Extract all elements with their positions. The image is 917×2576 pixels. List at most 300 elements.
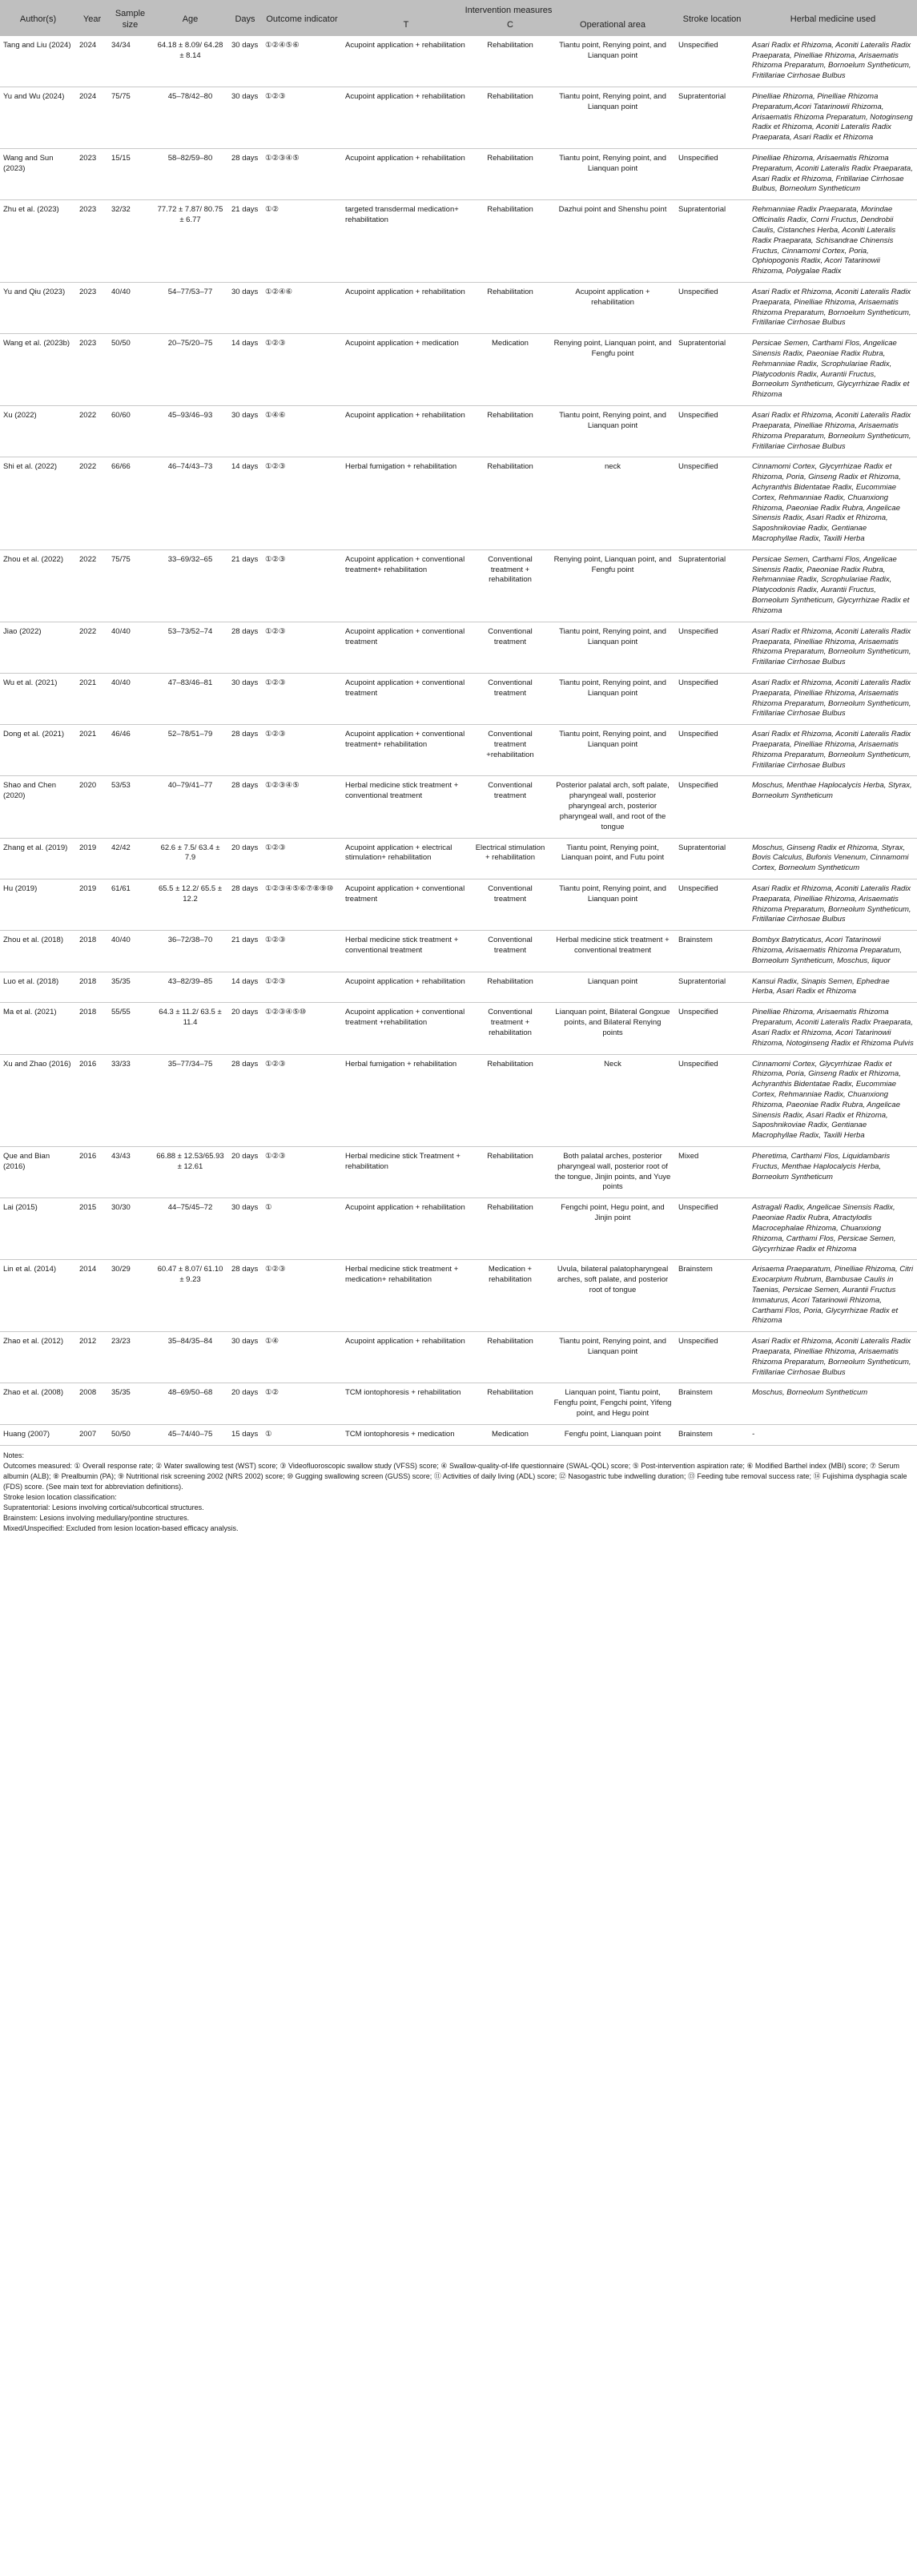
- table-row: [0, 406, 917, 457]
- cell-sample-size: 75/75: [108, 549, 152, 622]
- cell-age: 35–84/35–84: [152, 1332, 228, 1383]
- cell-control: Conventional treatment + rehabilitation: [470, 549, 550, 622]
- cell-treatment: Acupoint application + conventional treatment: [342, 673, 470, 724]
- table-notes: [0, 1446, 917, 1534]
- table-row: [0, 200, 917, 283]
- cell-outcome: ①②③: [262, 1054, 342, 1147]
- cell-sample-size: 35/35: [108, 972, 152, 1003]
- header-author: Author(s): [0, 0, 76, 36]
- cell-year: 2016: [76, 1147, 108, 1198]
- cell-operational-area: Fengchi point, Hegu point, and Jinjin point: [550, 1198, 675, 1260]
- cell-treatment: Acupoint application + medication: [342, 334, 470, 406]
- cell-outcome: ①②③: [262, 334, 342, 406]
- table-row: [0, 1147, 917, 1198]
- cell-days: 28 days: [228, 1054, 262, 1147]
- cell-author: Ma et al. (2021): [0, 1003, 76, 1054]
- cell-stroke-location: Brainstem: [675, 1383, 749, 1424]
- cell-operational-area: Tiantu point, Renying point, and Lianquan point: [550, 673, 675, 724]
- cell-operational-area: Tiantu point, Renying point, and Lianquan point: [550, 1332, 675, 1383]
- cell-age: 58–82/59–80: [152, 149, 228, 200]
- cell-treatment: Acupoint application + rehabilitation: [342, 972, 470, 1003]
- cell-stroke-location: Unspecified: [675, 776, 749, 838]
- cell-outcome: ①②④⑥: [262, 282, 342, 333]
- cell-sample-size: 40/40: [108, 673, 152, 724]
- cell-herbal-medicine: Moschus, Ginseng Radix et Rhizoma, Styrax, Bovis Calculus, Bufonis Venenum, Cinnamomi Cortex, Borneolum Syntheticum: [749, 838, 917, 879]
- header-herbal-medicine: Herbal medicine used: [749, 0, 917, 36]
- cell-year: 2016: [76, 1054, 108, 1147]
- cell-days: 14 days: [228, 334, 262, 406]
- cell-control: Conventional treatment: [470, 776, 550, 838]
- cell-operational-area: Tiantu point, Renying point, and Lianquan point: [550, 149, 675, 200]
- cell-outcome: ①②③: [262, 673, 342, 724]
- cell-age: 33–69/32–65: [152, 549, 228, 622]
- cell-year: 2024: [76, 36, 108, 87]
- cell-outcome: ①②③④⑤: [262, 149, 342, 200]
- table-row: [0, 838, 917, 879]
- note-line: Outcomes measured: ① Overall response rate; ② Water swallowing test (WST) score; ③ Videofluoroscopic swallow study (VFSS) score; ④ Swallow-quality-of-life questionnaire (SWAL-QOL) score; ⑤ Post-intervention aspiration rate; ⑥ Modified Barthel index (MBI) score; ⑦ Serum albumin (ALB); ⑧ Prealbumin (PA); ⑨ Nutritional risk screening 2002 (NRS 2002) score; ⑩ Gugging swallowing screen (GUSS) score; ⑪ Activities of daily living (ADL) score; ⑫ Nasogastric tube indwelling duration; ⑬ Feeding tube removal success rate; ⑭ Fujishima dysphagia scale (FDS) score. (See main text for abbreviation definitions).: [3, 1461, 907, 1491]
- cell-outcome: ①②③: [262, 549, 342, 622]
- cell-operational-area: Lianquan point: [550, 972, 675, 1003]
- cell-stroke-location: Supratentorial: [675, 972, 749, 1003]
- cell-control: Conventional treatment +rehabilitation: [470, 725, 550, 776]
- cell-year: 2022: [76, 549, 108, 622]
- cell-year: 2018: [76, 1003, 108, 1054]
- cell-days: 30 days: [228, 87, 262, 148]
- header-intervention-measures: Intervention measures: [342, 0, 675, 18]
- cell-days: 21 days: [228, 200, 262, 283]
- cell-stroke-location: Unspecified: [675, 149, 749, 200]
- cell-outcome: ①④: [262, 1332, 342, 1383]
- cell-stroke-location: Unspecified: [675, 406, 749, 457]
- cell-stroke-location: Unspecified: [675, 1054, 749, 1147]
- table-row: [0, 549, 917, 622]
- cell-herbal-medicine: Cinnamomi Cortex, Glycyrrhizae Radix et Rhizoma, Poria, Ginseng Radix et Rhizoma, Achyranthis Bidentatae Radix, Eucommiae Cortex, Rehmanniae Radix, Chuanxiong Rhizoma, Paeoniae Radix Rubra, Angelicae Sinensis Radix, Asari Radix et Rhizoma, Saposhnikoviae Radix, Gentianae Macrophyllae Radix, Taxilli Herba: [749, 457, 917, 550]
- table-row: [0, 457, 917, 550]
- cell-sample-size: 50/50: [108, 334, 152, 406]
- cell-control: Rehabilitation: [470, 200, 550, 283]
- cell-operational-area: Both palatal arches, posterior pharyngeal wall, posterior root of the tongue, Jinjin points, and Yuye points: [550, 1147, 675, 1198]
- table-row: [0, 1260, 917, 1332]
- cell-author: Lai (2015): [0, 1198, 76, 1260]
- cell-stroke-location: Mixed: [675, 1147, 749, 1198]
- cell-sample-size: 42/42: [108, 838, 152, 879]
- cell-days: 28 days: [228, 1260, 262, 1332]
- cell-treatment: Herbal medicine stick treatment + conventional treatment: [342, 776, 470, 838]
- cell-stroke-location: Unspecified: [675, 36, 749, 87]
- cell-operational-area: Fengfu point, Lianquan point: [550, 1424, 675, 1445]
- cell-days: 20 days: [228, 838, 262, 879]
- cell-stroke-location: Unspecified: [675, 879, 749, 930]
- cell-days: 21 days: [228, 931, 262, 972]
- cell-outcome: ①②③: [262, 838, 342, 879]
- cell-days: 15 days: [228, 1424, 262, 1445]
- cell-sample-size: 30/30: [108, 1198, 152, 1260]
- cell-stroke-location: Supratentorial: [675, 838, 749, 879]
- cell-herbal-medicine: Asari Radix et Rhizoma, Aconiti Lateralis Radix Praeparata, Pinelliae Rhizoma, Arisaematis Rhizoma Preparatum, Bornoelum Syntheticum, Fritillariae Cirrhosae Bulbus: [749, 36, 917, 87]
- cell-days: 28 days: [228, 879, 262, 930]
- cell-stroke-location: Supratentorial: [675, 200, 749, 283]
- cell-outcome: ①②③④⑤: [262, 776, 342, 838]
- cell-control: Rehabilitation: [470, 1332, 550, 1383]
- cell-herbal-medicine: Pinelliae Rhizoma, Arisaematis Rhizoma Preparatum, Aconiti Lateralis Radix Praeparata, Asari Radix et Rhizoma, Fritillariae Cirrhosae Bulbus, Borneolum Syntheticum: [749, 149, 917, 200]
- cell-days: 28 days: [228, 776, 262, 838]
- cell-herbal-medicine: Pinelliae Rhizoma, Arisaematis Rhizoma Preparatum, Aconiti Lateralis Radix Praeparata, Asari Radix et Rhizoma, Acori Tatarinowii Rhizoma, Notoginseng Radix et Rhizoma Pulvis: [749, 1003, 917, 1054]
- cell-author: Xu (2022): [0, 406, 76, 457]
- cell-age: 45–93/46–93: [152, 406, 228, 457]
- cell-sample-size: 40/40: [108, 931, 152, 972]
- table-row: [0, 776, 917, 838]
- cell-age: 62.6 ± 7.5/ 63.4 ± 7.9: [152, 838, 228, 879]
- header-outcome-indicator: Outcome indicator: [262, 0, 342, 36]
- cell-control: Rehabilitation: [470, 1054, 550, 1147]
- cell-outcome: ①②③: [262, 931, 342, 972]
- cell-control: Rehabilitation: [470, 457, 550, 550]
- cell-stroke-location: Unspecified: [675, 1332, 749, 1383]
- cell-herbal-medicine: Pheretima, Carthami Flos, Liquidambaris Fructus, Menthae Haplocalycis Herba, Borneolum Syntheticum: [749, 1147, 917, 1198]
- cell-author: Zhou et al. (2022): [0, 549, 76, 622]
- cell-days: 30 days: [228, 1332, 262, 1383]
- cell-age: 54–77/53–77: [152, 282, 228, 333]
- cell-control: Conventional treatment: [470, 673, 550, 724]
- cell-treatment: Acupoint application + rehabilitation: [342, 87, 470, 148]
- table-row: [0, 149, 917, 200]
- cell-treatment: Acupoint application + rehabilitation: [342, 149, 470, 200]
- cell-herbal-medicine: Bombyx Batryticatus, Acori Tatarinowii Rhizoma, Arisaematis Rhizoma Preparatum, Borneolum Syntheticum, Moschus, liquor: [749, 931, 917, 972]
- cell-author: Huang (2007): [0, 1424, 76, 1445]
- cell-author: Lin et al. (2014): [0, 1260, 76, 1332]
- cell-herbal-medicine: Asari Radix et Rhizoma, Aconiti Lateralis Radix Praeparata, Pinelliae Rhizoma, Arisaematis Rhizoma Preparatum, Borneolum Syntheticum, Fritillariae Cirrhosae Bulbus: [749, 622, 917, 673]
- cell-year: 2021: [76, 673, 108, 724]
- cell-stroke-location: Unspecified: [675, 1198, 749, 1260]
- cell-control: Electrical stimulation + rehabilitation: [470, 838, 550, 879]
- cell-operational-area: Renying point, Lianquan point, and Fengfu point: [550, 549, 675, 622]
- cell-treatment: Acupoint application + rehabilitation: [342, 406, 470, 457]
- cell-control: Rehabilitation: [470, 1147, 550, 1198]
- cell-control: Rehabilitation: [470, 282, 550, 333]
- cell-days: 20 days: [228, 1147, 262, 1198]
- cell-control: Rehabilitation: [470, 1198, 550, 1260]
- cell-stroke-location: Brainstem: [675, 1260, 749, 1332]
- cell-herbal-medicine: Asari Radix et Rhizoma, Aconiti Lateralis Radix Praeparata, Pinelliae Rhizoma, Arisaematis Rhizoma Preparatum, Borneolum Syntheticum, Fritillariae Cirrhosae Bulbus: [749, 406, 917, 457]
- cell-control: Rehabilitation: [470, 406, 550, 457]
- cell-days: 20 days: [228, 1003, 262, 1054]
- cell-control: Rehabilitation: [470, 1383, 550, 1424]
- table-row: [0, 931, 917, 972]
- cell-stroke-location: Brainstem: [675, 1424, 749, 1445]
- cell-stroke-location: Unspecified: [675, 282, 749, 333]
- cell-author: Wang and Sun (2023): [0, 149, 76, 200]
- cell-age: 53–73/52–74: [152, 622, 228, 673]
- cell-stroke-location: Supratentorial: [675, 87, 749, 148]
- cell-control: Medication + rehabilitation: [470, 1260, 550, 1332]
- cell-herbal-medicine: Rehmanniae Radix Praeparata, Morindae Officinalis Radix, Corni Fructus, Dendrobii Caulis, Cistanches Herba, Aconiti Lateralis Radix Praeparata, Schisandrae Chinensis Fructus, Cinnamomi Cortex, Poria, Ophiopogonis Radix, Acori Tatarinowii Rhizoma, Polygalae Radix: [749, 200, 917, 283]
- cell-days: 28 days: [228, 149, 262, 200]
- cell-herbal-medicine: Asari Radix et Rhizoma, Aconiti Lateralis Radix Praeparata, Pinelliae Rhizoma, Arisaematis Rhizoma Preparatum, Borneolum Syntheticum, Fritillariae Cirrhosae Bulbus: [749, 673, 917, 724]
- table-row: [0, 87, 917, 148]
- cell-year: 2023: [76, 149, 108, 200]
- cell-outcome: ①②③: [262, 1147, 342, 1198]
- cell-operational-area: Renying point, Lianquan point, and Fengfu point: [550, 334, 675, 406]
- table-row: [0, 622, 917, 673]
- cell-author: Zhou et al. (2018): [0, 931, 76, 972]
- cell-author: Hu (2019): [0, 879, 76, 930]
- note-line: Stroke lesion location classification:: [3, 1492, 117, 1501]
- cell-outcome: ①②: [262, 1383, 342, 1424]
- cell-herbal-medicine: Asari Radix et Rhizoma, Aconiti Lateralis Radix Praeparata, Pinelliae Rhizoma, Arisaematis Rhizoma Preparatum, Borneolum Syntheticum, Fritillariae Cirrhosae Bulbus: [749, 1332, 917, 1383]
- cell-operational-area: Tiantu point, Renying point, Lianquan point, and Futu point: [550, 838, 675, 879]
- cell-sample-size: 40/40: [108, 282, 152, 333]
- cell-control: Rehabilitation: [470, 36, 550, 87]
- cell-age: 43–82/39–85: [152, 972, 228, 1003]
- cell-operational-area: Tiantu point, Renying point, and Lianquan point: [550, 87, 675, 148]
- cell-days: 21 days: [228, 549, 262, 622]
- cell-age: 45–78/42–80: [152, 87, 228, 148]
- cell-herbal-medicine: Kansui Radix, Sinapis Semen, Ephedrae Herba, Asari Radix et Rhizoma: [749, 972, 917, 1003]
- cell-herbal-medicine: Arisaema Praeparatum, Pinelliae Rhizoma, Citri Exocarpium Rubrum, Bambusae Caulis in Taenias, Persicae Semen, Aurantii Fructus Immaturus, Acori Tatarinowii Rhizoma, Carthami Flos, Poria, Glycyrrhizae Radix et Rhizoma: [749, 1260, 917, 1332]
- cell-days: 30 days: [228, 282, 262, 333]
- cell-age: 35–77/34–75: [152, 1054, 228, 1147]
- cell-operational-area: Acupoint application + rehabilitation: [550, 282, 675, 333]
- cell-age: 64.18 ± 8.09/ 64.28 ± 8.14: [152, 36, 228, 87]
- cell-herbal-medicine: Persicae Semen, Carthami Flos, Angelicae Sinensis Radix, Paeoniae Radix Rubra, Rehmanniae Radix, Scrophulariae Radix, Platycodonis Radix, Aurantii Fructus, Borneolum Syntheticum, Glycyrrhizae Radix et Rhizoma: [749, 549, 917, 622]
- cell-year: 2023: [76, 200, 108, 283]
- cell-author: Zhang et al. (2019): [0, 838, 76, 879]
- cell-days: 30 days: [228, 406, 262, 457]
- table-row: [0, 972, 917, 1003]
- table-row: [0, 725, 917, 776]
- cell-days: 14 days: [228, 457, 262, 550]
- cell-age: 40–79/41–77: [152, 776, 228, 838]
- cell-year: 2015: [76, 1198, 108, 1260]
- header-sample-size: Sample size: [108, 0, 152, 36]
- cell-control: Conventional treatment: [470, 622, 550, 673]
- cell-author: Yu and Wu (2024): [0, 87, 76, 148]
- cell-age: 77.72 ± 7.87/ 80.75 ± 6.77: [152, 200, 228, 283]
- cell-year: 2019: [76, 838, 108, 879]
- table-row: [0, 879, 917, 930]
- cell-days: 28 days: [228, 622, 262, 673]
- cell-age: 44–75/45–72: [152, 1198, 228, 1260]
- cell-treatment: TCM iontophoresis + rehabilitation: [342, 1383, 470, 1424]
- table-row: [0, 36, 917, 87]
- header-age: Age: [152, 0, 228, 36]
- cell-herbal-medicine: -: [749, 1424, 917, 1445]
- cell-age: 36–72/38–70: [152, 931, 228, 972]
- cell-treatment: Herbal fumigation + rehabilitation: [342, 457, 470, 550]
- cell-days: 20 days: [228, 1383, 262, 1424]
- header-year: Year: [76, 0, 108, 36]
- cell-operational-area: Neck: [550, 1054, 675, 1147]
- cell-outcome: ①②③④⑤⑥⑦⑧⑨⑩: [262, 879, 342, 930]
- cell-sample-size: 46/46: [108, 725, 152, 776]
- cell-author: Shi et al. (2022): [0, 457, 76, 550]
- cell-year: 2019: [76, 879, 108, 930]
- header-stroke-location: Stroke location: [675, 0, 749, 36]
- table-row: [0, 1332, 917, 1383]
- cell-author: Dong et al. (2021): [0, 725, 76, 776]
- cell-outcome: ①②③: [262, 622, 342, 673]
- cell-days: 30 days: [228, 673, 262, 724]
- cell-year: 2023: [76, 334, 108, 406]
- cell-treatment: Acupoint application + conventional treatment +rehabilitation: [342, 1003, 470, 1054]
- cell-stroke-location: Supratentorial: [675, 334, 749, 406]
- header-days: Days: [228, 0, 262, 36]
- cell-herbal-medicine: Cinnamomi Cortex, Glycyrrhizae Radix et Rhizoma, Poria, Ginseng Radix et Rhizoma, Achyranthis Bidentatae Radix, Eucommiae Cortex, Rehmanniae Radix, Chuanxiong Rhizoma, Paeoniae Radix Rubra, Angelicae Sinensis Radix, Asari Radix et Rhizoma, Saposhnikoviae Radix, Gentianae Macrophyllae Radix, Taxilli Herba: [749, 1054, 917, 1147]
- cell-stroke-location: Unspecified: [675, 725, 749, 776]
- cell-treatment: Acupoint application + rehabilitation: [342, 1198, 470, 1260]
- cell-outcome: ①②③: [262, 1260, 342, 1332]
- cell-herbal-medicine: Pinelliae Rhizoma, Pinelliae Rhizoma Preparatum,Acori Tatarinowii Rhizoma, Arisaematis Rhizoma Preparatum, Notoginseng Radix et Rhizoma, Aconiti Lateralis Radix Praeparata, Asari Radix et Rhizoma: [749, 87, 917, 148]
- cell-stroke-location: Unspecified: [675, 457, 749, 550]
- cell-days: 30 days: [228, 36, 262, 87]
- cell-sample-size: 15/15: [108, 149, 152, 200]
- cell-treatment: Acupoint application + rehabilitation: [342, 282, 470, 333]
- cell-operational-area: Herbal medicine stick treatment + conventional treatment: [550, 931, 675, 972]
- cell-outcome: ①②③: [262, 725, 342, 776]
- cell-year: 2018: [76, 972, 108, 1003]
- cell-author: Zhao et al. (2008): [0, 1383, 76, 1424]
- header-treatment-group: T: [342, 18, 470, 36]
- cell-treatment: Acupoint application + conventional treatment+ rehabilitation: [342, 725, 470, 776]
- table-row: [0, 673, 917, 724]
- cell-control: Medication: [470, 1424, 550, 1445]
- cell-outcome: ①②: [262, 200, 342, 283]
- note-line: Brainstem: Lesions involving medullary/pontine structures.: [3, 1513, 190, 1522]
- cell-stroke-location: Supratentorial: [675, 549, 749, 622]
- cell-treatment: Herbal fumigation + rehabilitation: [342, 1054, 470, 1147]
- cell-outcome: ①②③: [262, 87, 342, 148]
- cell-author: Tang and Liu (2024): [0, 36, 76, 87]
- cell-age: 48–69/50–68: [152, 1383, 228, 1424]
- cell-operational-area: Tiantu point, Renying point, and Lianquan point: [550, 879, 675, 930]
- cell-operational-area: Tiantu point, Renying point, and Lianquan point: [550, 622, 675, 673]
- cell-stroke-location: Brainstem: [675, 931, 749, 972]
- cell-herbal-medicine: Asari Radix et Rhizoma, Aconiti Lateralis Radix Praeparata, Pinelliae Rhizoma, Arisaematis Rhizoma Preparatum, Borneolum Syntheticum, Fritillariae Cirrhosae Bulbus: [749, 725, 917, 776]
- cell-treatment: Acupoint application + electrical stimulation+ rehabilitation: [342, 838, 470, 879]
- cell-sample-size: 75/75: [108, 87, 152, 148]
- cell-sample-size: 60/60: [108, 406, 152, 457]
- cell-sample-size: 61/61: [108, 879, 152, 930]
- cell-outcome: ①④⑥: [262, 406, 342, 457]
- cell-age: 47–83/46–81: [152, 673, 228, 724]
- table-row: [0, 1003, 917, 1054]
- cell-operational-area: Dazhui point and Shenshu point: [550, 200, 675, 283]
- cell-outcome: ①: [262, 1424, 342, 1445]
- cell-year: 2023: [76, 282, 108, 333]
- cell-sample-size: 23/23: [108, 1332, 152, 1383]
- cell-control: Rehabilitation: [470, 149, 550, 200]
- cell-operational-area: neck: [550, 457, 675, 550]
- cell-outcome: ①②③: [262, 972, 342, 1003]
- cell-stroke-location: Unspecified: [675, 622, 749, 673]
- cell-author: Xu and Zhao (2016): [0, 1054, 76, 1147]
- cell-author: Zhao et al. (2012): [0, 1332, 76, 1383]
- cell-age: 64.3 ± 11.2/ 63.5 ± 11.4: [152, 1003, 228, 1054]
- cell-treatment: Acupoint application + rehabilitation: [342, 36, 470, 87]
- cell-control: Conventional treatment + rehabilitation: [470, 1003, 550, 1054]
- cell-author: Wu et al. (2021): [0, 673, 76, 724]
- cell-sample-size: 34/34: [108, 36, 152, 87]
- cell-treatment: TCM iontophoresis + medication: [342, 1424, 470, 1445]
- cell-sample-size: 55/55: [108, 1003, 152, 1054]
- table-row: [0, 1383, 917, 1424]
- cell-age: 46–74/43–73: [152, 457, 228, 550]
- cell-treatment: Acupoint application + conventional treatment+ rehabilitation: [342, 549, 470, 622]
- cell-age: 66.88 ± 12.53/65.93 ± 12.61: [152, 1147, 228, 1198]
- cell-sample-size: 50/50: [108, 1424, 152, 1445]
- cell-year: 2020: [76, 776, 108, 838]
- cell-sample-size: 33/33: [108, 1054, 152, 1147]
- cell-operational-area: Tiantu point, Renying point, and Lianquan point: [550, 36, 675, 87]
- cell-year: 2024: [76, 87, 108, 148]
- table-row: [0, 282, 917, 333]
- cell-control: Medication: [470, 334, 550, 406]
- table-row: [0, 1198, 917, 1260]
- cell-age: 60.47 ± 8.07/ 61.10 ± 9.23: [152, 1260, 228, 1332]
- table-row: [0, 334, 917, 406]
- cell-control: Conventional treatment: [470, 931, 550, 972]
- cell-year: 2008: [76, 1383, 108, 1424]
- cell-sample-size: 66/66: [108, 457, 152, 550]
- cell-age: 52–78/51–79: [152, 725, 228, 776]
- cell-sample-size: 32/32: [108, 200, 152, 283]
- cell-outcome: ①: [262, 1198, 342, 1260]
- cell-author: Zhu et al. (2023): [0, 200, 76, 283]
- cell-author: Yu and Qiu (2023): [0, 282, 76, 333]
- cell-year: 2018: [76, 931, 108, 972]
- table-row: [0, 1054, 917, 1147]
- note-line: Mixed/Unspecified: Excluded from lesion location-based efficacy analysis.: [3, 1524, 239, 1533]
- cell-year: 2021: [76, 725, 108, 776]
- cell-operational-area: Lianquan point, Bilateral Gongxue points, and Bilateral Renying points: [550, 1003, 675, 1054]
- cell-days: 30 days: [228, 1198, 262, 1260]
- cell-operational-area: Lianquan point, Tiantu point, Fengfu point, Fengchi point, Yifeng point, and Hegu point: [550, 1383, 675, 1424]
- cell-year: 2022: [76, 406, 108, 457]
- cell-treatment: Herbal medicine stick Treatment + rehabilitation: [342, 1147, 470, 1198]
- cell-year: 2007: [76, 1424, 108, 1445]
- cell-days: 28 days: [228, 725, 262, 776]
- cell-treatment: Acupoint application + rehabilitation: [342, 1332, 470, 1383]
- cell-author: Shao and Chen (2020): [0, 776, 76, 838]
- cell-treatment: Herbal medicine stick treatment + medication+ rehabilitation: [342, 1260, 470, 1332]
- cell-herbal-medicine: Asari Radix et Rhizoma, Aconiti Lateralis Radix Praeparata, Pinelliae Rhizoma, Arisaematis Rhizoma Preparatum, Bornoelum Syntheticum, Fritillariae Cirrhosae Bulbus: [749, 282, 917, 333]
- cell-treatment: targeted transdermal medication+ rehabilitation: [342, 200, 470, 283]
- cell-age: 65.5 ± 12.2/ 65.5 ± 12.2: [152, 879, 228, 930]
- cell-operational-area: Tiantu point, Renying point, and Lianquan point: [550, 725, 675, 776]
- cell-sample-size: 35/35: [108, 1383, 152, 1424]
- cell-control: Rehabilitation: [470, 972, 550, 1003]
- cell-operational-area: Uvula, bilateral palatopharyngeal arches, soft palate, and posterior root of tongue: [550, 1260, 675, 1332]
- cell-sample-size: 53/53: [108, 776, 152, 838]
- cell-author: Que and Bian (2016): [0, 1147, 76, 1198]
- cell-outcome: ①②④⑤⑥: [262, 36, 342, 87]
- header-control-group: C: [470, 18, 550, 36]
- note-line: Supratentorial: Lesions involving cortical/subcortical structures.: [3, 1503, 204, 1511]
- cell-herbal-medicine: Moschus, Borneolum Syntheticum: [749, 1383, 917, 1424]
- cell-author: Jiao (2022): [0, 622, 76, 673]
- cell-age: 20–75/20–75: [152, 334, 228, 406]
- cell-control: Rehabilitation: [470, 87, 550, 148]
- cell-year: 2022: [76, 457, 108, 550]
- cell-outcome: ①②③: [262, 457, 342, 550]
- cell-year: 2014: [76, 1260, 108, 1332]
- cell-age: 45–74/40–75: [152, 1424, 228, 1445]
- cell-operational-area: Posterior palatal arch, soft palate, pharyngeal wall, posterior pharyngeal arch, posterior pharyngeal wall, and root of the tongue: [550, 776, 675, 838]
- cell-herbal-medicine: Astragali Radix, Angelicae Sinensis Radix, Paeoniae Radix Rubra, Atractylodis Macrocephalae Rhizoma, Chuanxiong Rhizoma, Carthami Flos, Persicae Semen, Glycyrrhizae Radix et Rhizoma: [749, 1198, 917, 1260]
- cell-control: Conventional treatment: [470, 879, 550, 930]
- cell-treatment: Acupoint application + conventional treatment: [342, 879, 470, 930]
- cell-operational-area: Tiantu point, Renying point, and Lianquan point: [550, 406, 675, 457]
